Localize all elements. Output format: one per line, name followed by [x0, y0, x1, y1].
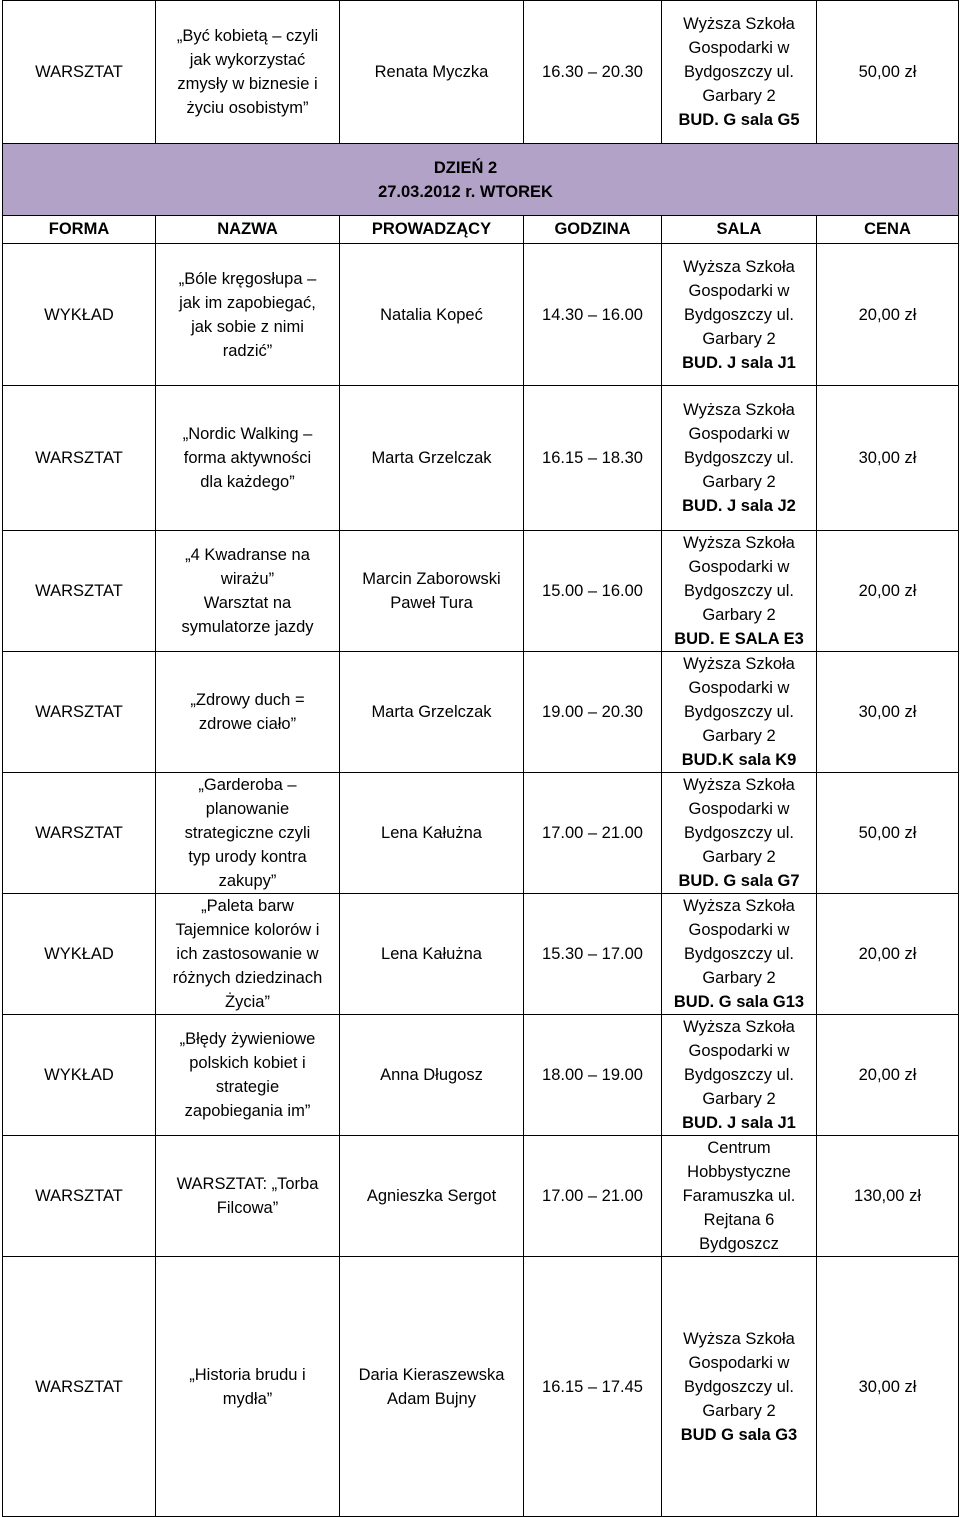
nazwa-line: strategiczne czyli	[184, 824, 311, 842]
header-forma: FORMA	[3, 216, 156, 244]
sala-line: Wyższa Szkoła	[683, 1329, 795, 1348]
sala-line: Wyższa Szkoła	[683, 15, 795, 33]
nazwa-line: różnych dziedzinach	[172, 969, 323, 987]
nazwa-line: zdrowe ciało”	[198, 715, 297, 733]
sala-line: Bydgoszczy ul.	[683, 703, 795, 721]
forma-cell: WYKŁAD	[3, 894, 156, 1015]
sala-line: Garbary 2	[702, 329, 776, 348]
nazwa-line: Warsztat na	[203, 594, 292, 612]
sala-line: Garbary 2	[702, 1401, 776, 1420]
day-label: DZIEŃ 2	[433, 158, 498, 177]
sala-line: Hobbystyczne	[687, 1163, 791, 1181]
sala-line: Centrum	[707, 1139, 771, 1157]
sala-line: Bydgoszczy ul.	[683, 945, 795, 963]
godzina-cell: 18.00 – 19.00	[524, 1015, 662, 1136]
sala-line: BUD. G sala G7	[678, 872, 800, 890]
cena-cell: 30,00 zł	[817, 1257, 959, 1517]
prowadzacy-line: Lena Kałużna	[381, 824, 482, 842]
forma-cell: WARSZTAT	[3, 1, 156, 144]
sala-line: Wyższa Szkoła	[683, 897, 795, 915]
cena-cell: 30,00 zł	[817, 386, 959, 531]
godzina-cell: 15.30 – 17.00	[524, 894, 662, 1015]
prowadzacy-cell: Renata Myczka	[340, 1, 524, 144]
header-nazwa: NAZWA	[156, 216, 340, 244]
header-godzina: GODZINA	[524, 216, 662, 244]
godzina-cell: 17.00 – 21.00	[524, 1136, 662, 1257]
prowadzacy-cell	[340, 244, 524, 386]
godzina-cell: 15.00 – 16.00	[524, 531, 662, 652]
sala-line: Wyższa Szkoła	[683, 534, 795, 552]
forma-cell: WARSZTAT	[3, 773, 156, 894]
nazwa-line: Życia”	[225, 993, 270, 1011]
sala-line: Gospodarki w	[688, 558, 790, 576]
sala-line: BUD. G sala G13	[673, 993, 805, 1011]
sala-line: Wyższa Szkoła	[683, 257, 795, 276]
prowadzacy-cell	[340, 1136, 524, 1257]
nazwa-line: jak wykorzystać	[189, 51, 306, 69]
prowadzacy-line: Marcin Zaborowski	[362, 570, 501, 588]
nazwa-line: radzić”	[222, 341, 273, 360]
forma-cell: WARSZTAT	[3, 1257, 156, 1517]
nazwa-line: zakupy”	[218, 872, 277, 890]
sala-line: Bydgoszczy ul.	[683, 824, 795, 842]
header-row	[3, 216, 959, 244]
nazwa-line: mydła”	[222, 1389, 273, 1408]
sala-line: BUD G sala G3	[680, 1425, 798, 1444]
sala-line: Garbary 2	[702, 473, 776, 491]
godzina-cell: 19.00 – 20.30	[524, 652, 662, 773]
nazwa-cell	[156, 531, 340, 652]
cena-cell: 130,00 zł	[817, 1136, 959, 1257]
prowadzacy-cell	[340, 386, 524, 531]
nazwa-line: jak im zapobiegać,	[179, 293, 316, 312]
prowadzacy-cell	[340, 652, 524, 773]
prowadzacy-line: Marta Grzelczak	[371, 449, 492, 467]
table-row	[3, 894, 959, 1015]
prowadzacy-cell	[340, 1257, 524, 1517]
nazwa-line: Tajemnice kolorów i	[175, 921, 320, 939]
nazwa-cell	[156, 386, 340, 531]
nazwa-line: planowanie	[205, 800, 290, 818]
nazwa-cell	[156, 773, 340, 894]
sala-line: Gospodarki w	[688, 921, 790, 939]
sala-line: Gospodarki w	[688, 800, 790, 818]
sala-line: Wyższa Szkoła	[683, 401, 795, 419]
sala-line: Bydgoszczy ul.	[683, 305, 795, 324]
nazwa-line: dla każdego”	[200, 473, 295, 491]
sala-cell	[662, 1015, 817, 1136]
sala-cell	[662, 652, 817, 773]
godzina-cell: 17.00 – 21.00	[524, 773, 662, 894]
sala-line: Garbary 2	[702, 848, 776, 866]
table-row	[3, 386, 959, 531]
cena-cell: 20,00 zł	[817, 1015, 959, 1136]
prowadzacy-cell	[340, 773, 524, 894]
nazwa-line: ich zastosowanie w	[176, 945, 319, 963]
header-prowadzacy: PROWADZĄCY	[340, 216, 524, 244]
sala-line: Bydgoszczy ul.	[683, 1066, 795, 1084]
nazwa-line: „Bóle kręgosłupa –	[178, 269, 317, 288]
nazwa-line: „Zdrowy duch =	[190, 691, 305, 709]
nazwa-line: „Paleta barw	[201, 897, 294, 915]
forma-cell: WARSZTAT	[3, 386, 156, 531]
sala-line: Gospodarki w	[688, 1353, 790, 1372]
sala-line: Bydgoszczy ul.	[683, 1377, 795, 1396]
sala-line: Bydgoszczy ul.	[683, 63, 795, 81]
nazwa-cell	[156, 1257, 340, 1517]
prowadzacy-cell	[340, 1015, 524, 1136]
sala-line: Bydgoszcz	[699, 1235, 779, 1253]
sala-cell	[662, 244, 817, 386]
table-row	[3, 531, 959, 652]
sala-line: Bydgoszczy ul.	[683, 582, 795, 600]
sala-line: Rejtana 6	[703, 1211, 775, 1229]
godzina-cell: 16.15 – 18.30	[524, 386, 662, 531]
nazwa-line: wirażu”	[220, 570, 275, 588]
nazwa-line: zmysły w biznesie i	[177, 75, 318, 93]
cena-cell: 50,00 zł	[817, 773, 959, 894]
nazwa-cell	[156, 1, 340, 144]
sala-line: BUD.K sala K9	[681, 751, 797, 769]
prowadzacy-line: Anna Długosz	[380, 1066, 483, 1084]
prowadzacy-line: Natalia Kopeć	[380, 305, 483, 324]
sala-cell	[662, 1, 817, 144]
nazwa-line: strategie	[215, 1078, 280, 1096]
day-header-row	[3, 144, 959, 216]
sala-line: Garbary 2	[702, 969, 776, 987]
sala-line: BUD. J sala J1	[682, 353, 796, 372]
sala-line: BUD. J sala J1	[682, 1114, 796, 1132]
cena-cell: 20,00 zł	[817, 894, 959, 1015]
godzina-cell: 16.15 – 17.45	[524, 1257, 662, 1517]
table-row	[3, 1136, 959, 1257]
sala-line: BUD. E SALA E3	[674, 630, 804, 648]
forma-cell: WARSZTAT	[3, 652, 156, 773]
nazwa-line: polskich kobiet i	[189, 1054, 306, 1072]
day-header	[3, 144, 959, 216]
nazwa-line: „4 Kwadranse na	[185, 546, 310, 564]
nazwa-cell	[156, 652, 340, 773]
sala-cell	[662, 1136, 817, 1257]
prowadzacy-line: Adam Bujny	[387, 1389, 476, 1408]
nazwa-cell	[156, 1015, 340, 1136]
prowadzacy-line: Marta Grzelczak	[371, 703, 492, 721]
nazwa-line: typ urody kontra	[188, 848, 307, 866]
sala-line: Gospodarki w	[688, 1042, 790, 1060]
sala-line: Gospodarki w	[688, 425, 790, 443]
prowadzacy-line: Agnieszka Sergot	[366, 1187, 497, 1205]
top-row	[3, 1, 959, 144]
forma-cell: WYKŁAD	[3, 1015, 156, 1136]
table-row	[3, 773, 959, 894]
table-row	[3, 652, 959, 773]
nazwa-cell	[156, 1136, 340, 1257]
cena-cell: 20,00 zł	[817, 244, 959, 386]
forma-cell: WARSZTAT	[3, 531, 156, 652]
sala-cell	[662, 386, 817, 531]
header-cena: CENA	[817, 216, 959, 244]
sala-cell	[662, 531, 817, 652]
prowadzacy-cell	[340, 531, 524, 652]
table-row	[3, 1257, 959, 1517]
godzina-cell: 14.30 – 16.00	[524, 244, 662, 386]
forma-cell: WARSZTAT	[3, 1136, 156, 1257]
cena-cell: 30,00 zł	[817, 652, 959, 773]
nazwa-line: „Garderoba –	[198, 776, 297, 794]
sala-line: Wyższa Szkoła	[683, 1018, 795, 1036]
sala-line: Bydgoszczy ul.	[683, 449, 795, 467]
header-sala: SALA	[662, 216, 817, 244]
nazwa-line: życiu osobistym”	[186, 99, 309, 117]
sala-line: Garbary 2	[702, 87, 776, 105]
sala-line: Faramuszka ul.	[682, 1187, 796, 1205]
sala-cell	[662, 773, 817, 894]
nazwa-line: „Historia brudu i	[189, 1365, 306, 1384]
nazwa-line: „Błędy żywieniowe	[179, 1030, 316, 1048]
sala-line: BUD. G sala G5	[678, 111, 800, 129]
sala-line: Garbary 2	[702, 1090, 776, 1108]
table-row	[3, 1015, 959, 1136]
nazwa-line: WARSZTAT: „Torba	[176, 1175, 319, 1193]
nazwa-cell	[156, 244, 340, 386]
sala-line: Gospodarki w	[688, 281, 790, 300]
nazwa-line: „Nordic Walking –	[182, 425, 313, 443]
nazwa-line: forma aktywności	[183, 449, 312, 467]
day-date: 27.03.2012 r. WTOREK	[378, 182, 553, 201]
sala-line: BUD. J sala J2	[682, 497, 796, 515]
cena-cell: 20,00 zł	[817, 531, 959, 652]
forma-cell: WYKŁAD	[3, 244, 156, 386]
schedule-table	[2, 0, 959, 1517]
sala-cell	[662, 894, 817, 1015]
godzina-cell: 16.30 – 20.30	[524, 1, 662, 144]
nazwa-line: symulatorze jazdy	[181, 618, 314, 636]
nazwa-line: „Być kobietą – czyli	[176, 27, 319, 45]
prowadzacy-line: Paweł Tura	[390, 594, 473, 612]
cena-cell: 50,00 zł	[817, 1, 959, 144]
sala-line: Gospodarki w	[688, 39, 790, 57]
sala-cell	[662, 1257, 817, 1517]
nazwa-cell	[156, 894, 340, 1015]
sala-line: Garbary 2	[702, 606, 776, 624]
sala-line: Gospodarki w	[688, 679, 790, 697]
sala-line: Garbary 2	[702, 727, 776, 745]
prowadzacy-line: Lena Kałużna	[381, 945, 482, 963]
nazwa-line: jak sobie z nimi	[191, 317, 304, 336]
prowadzacy-cell	[340, 894, 524, 1015]
nazwa-line: zapobiegania im”	[184, 1102, 311, 1120]
sala-line: Wyższa Szkoła	[683, 655, 795, 673]
nazwa-line: Filcowa”	[216, 1199, 279, 1217]
prowadzacy-line: Daria Kieraszewska	[358, 1365, 505, 1384]
table-row	[3, 244, 959, 386]
sala-line: Wyższa Szkoła	[683, 776, 795, 794]
